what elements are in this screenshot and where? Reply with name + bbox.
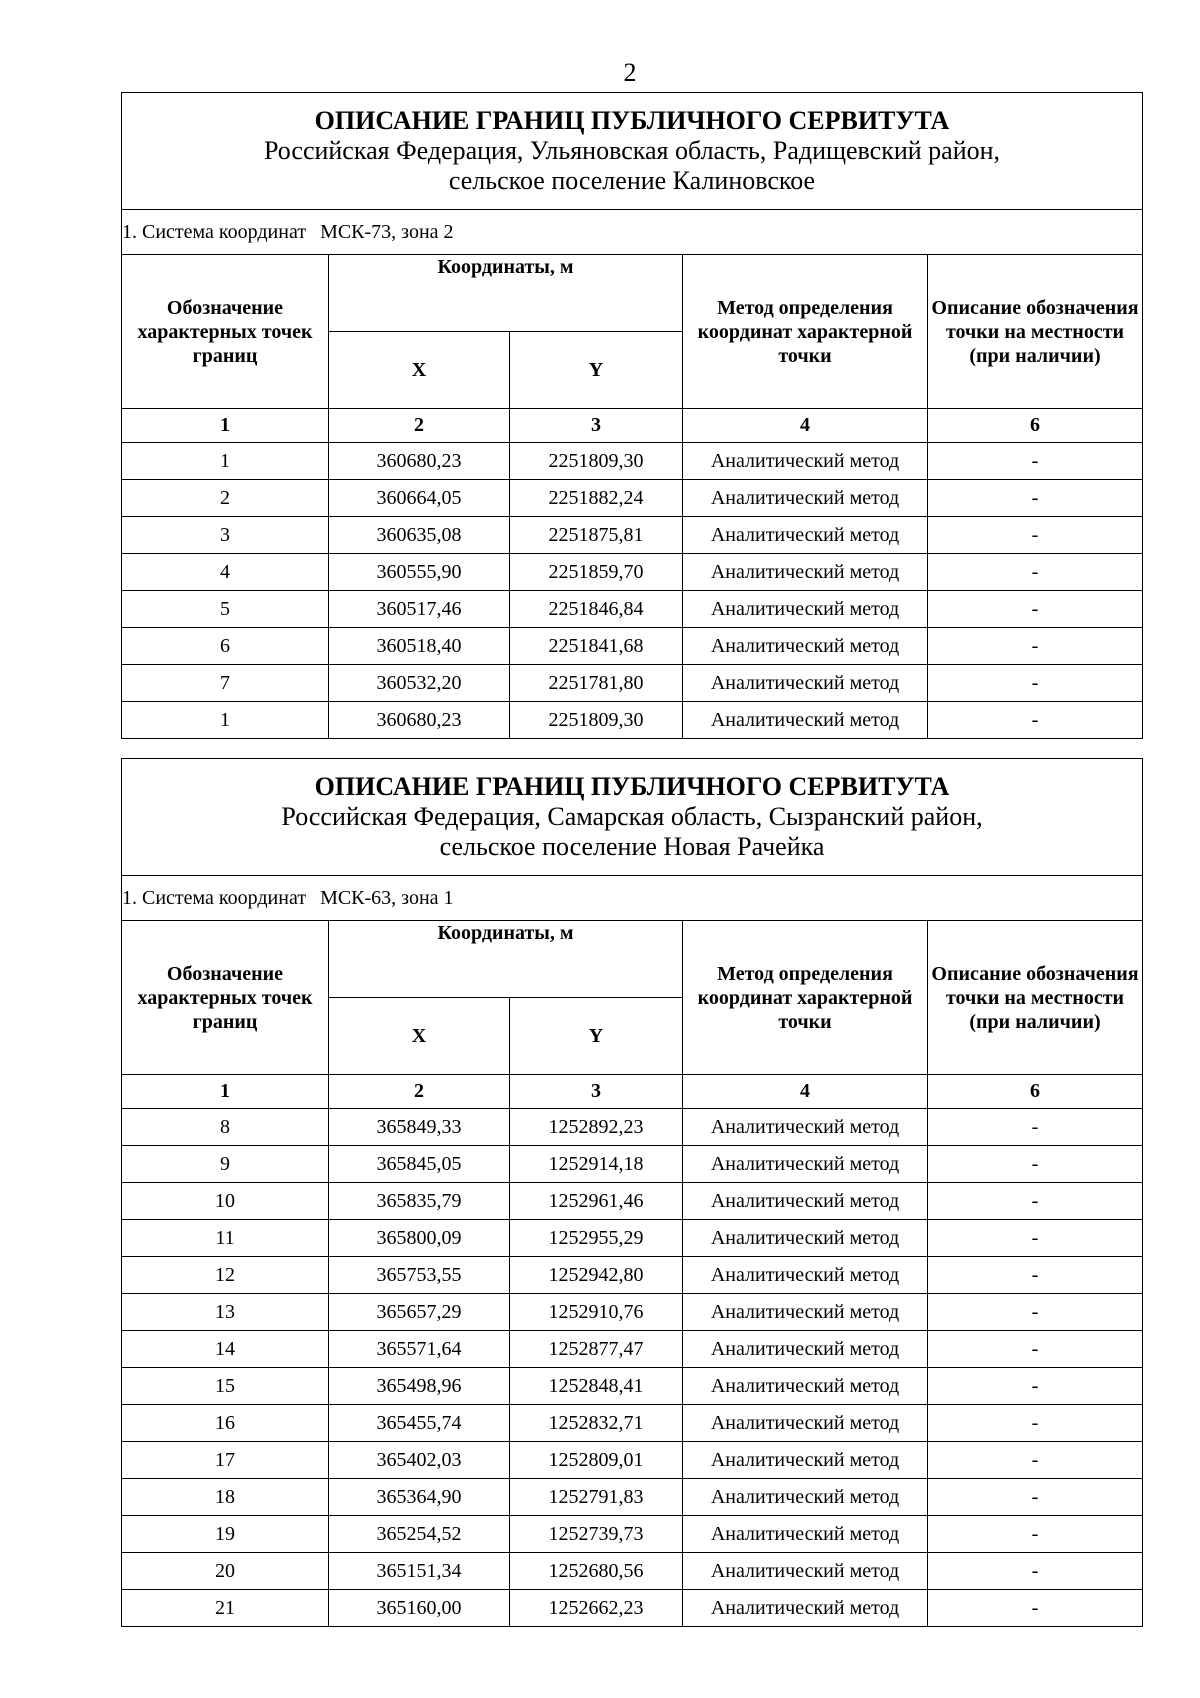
method-cell: Аналитический метод [683, 1331, 928, 1368]
x-coordinate-cell: 365571,64 [329, 1331, 510, 1368]
header-coordinates: Координаты, м [329, 921, 683, 998]
description-cell: - [928, 1294, 1143, 1331]
method-cell: Аналитический метод [683, 554, 928, 591]
column-number-row [122, 1075, 1143, 1109]
table-row [122, 591, 1143, 628]
table-row [122, 665, 1143, 702]
method-cell: Аналитический метод [683, 665, 928, 702]
y-coordinate-cell: 2251781,80 [510, 665, 683, 702]
point-cell: 13 [122, 1294, 329, 1331]
column-number: 3 [510, 409, 683, 443]
y-coordinate-cell: 2251809,30 [510, 702, 683, 739]
x-coordinate-cell: 365498,96 [329, 1368, 510, 1405]
table-title-block [122, 759, 1143, 876]
table-row [122, 1590, 1143, 1627]
header-point: Обозначение характерных точек границ [122, 921, 329, 1075]
y-coordinate-cell: 2251875,81 [510, 517, 683, 554]
method-cell: Аналитический метод [683, 1442, 928, 1479]
point-cell: 17 [122, 1442, 329, 1479]
y-coordinate-cell: 1252877,47 [510, 1331, 683, 1368]
point-cell: 5 [122, 591, 329, 628]
y-coordinate-cell: 2251882,24 [510, 480, 683, 517]
point-cell: 10 [122, 1183, 329, 1220]
table-row [122, 1516, 1143, 1553]
point-cell: 18 [122, 1479, 329, 1516]
table-row [122, 1553, 1143, 1590]
method-cell: Аналитический метод [683, 1220, 928, 1257]
coordinate-system-code: МСК-73, зона 2 [320, 220, 454, 243]
header-method: Метод определения координат характерной точки [683, 921, 928, 1075]
description-cell: - [928, 1553, 1143, 1590]
x-coordinate-cell: 365657,29 [329, 1294, 510, 1331]
table-row [122, 443, 1143, 480]
y-coordinate-cell: 1252955,29 [510, 1220, 683, 1257]
description-cell: - [928, 665, 1143, 702]
x-coordinate-cell: 365160,00 [329, 1590, 510, 1627]
x-coordinate-cell: 365455,74 [329, 1405, 510, 1442]
method-cell: Аналитический метод [683, 1405, 928, 1442]
description-cell: - [928, 1368, 1143, 1405]
description-cell: - [928, 1479, 1143, 1516]
y-coordinate-cell: 2251841,68 [510, 628, 683, 665]
point-cell: 15 [122, 1368, 329, 1405]
x-coordinate-cell: 360680,23 [329, 443, 510, 480]
point-cell: 12 [122, 1257, 329, 1294]
x-coordinate-cell: 365753,55 [329, 1257, 510, 1294]
point-cell: 8 [122, 1109, 329, 1146]
x-coordinate-cell: 360555,90 [329, 554, 510, 591]
y-coordinate-cell: 1252961,46 [510, 1183, 683, 1220]
servitude-block-samara [121, 758, 1142, 1627]
coordinate-system-label: 1. Система координат [122, 220, 307, 243]
table-row [122, 702, 1143, 739]
column-number: 4 [683, 409, 928, 443]
header-description: Описание обозначения точки на местности (при наличии) [928, 255, 1143, 409]
column-number: 2 [329, 409, 510, 443]
y-coordinate-cell: 1252848,41 [510, 1368, 683, 1405]
table-row [122, 1257, 1143, 1294]
method-cell: Аналитический метод [683, 1516, 928, 1553]
point-cell: 16 [122, 1405, 329, 1442]
method-cell: Аналитический метод [683, 517, 928, 554]
y-coordinate-cell: 1252914,18 [510, 1146, 683, 1183]
servitude-block-ulyanovsk [121, 92, 1142, 739]
column-number: 1 [122, 1075, 329, 1109]
point-cell: 19 [122, 1516, 329, 1553]
description-cell: - [928, 628, 1143, 665]
point-cell: 21 [122, 1590, 329, 1627]
table-row [122, 1294, 1143, 1331]
table-row [122, 1442, 1143, 1479]
column-number: 2 [329, 1075, 510, 1109]
header-x: X [329, 332, 510, 409]
point-cell: 14 [122, 1331, 329, 1368]
x-coordinate-cell: 365254,52 [329, 1516, 510, 1553]
x-coordinate-cell: 360532,20 [329, 665, 510, 702]
region-line-1: Российская Федерация, Ульяновская область, Радищевский район, [263, 136, 1001, 165]
region-line-1: Российская Федерация, Самарская область, Сызранский район, [281, 802, 983, 831]
y-coordinate-cell: 1252832,71 [510, 1405, 683, 1442]
coordinate-system-label: 1. Система координат [122, 886, 307, 909]
coordinate-system-row [122, 210, 1143, 255]
point-cell: 20 [122, 1553, 329, 1590]
coordinates-table [121, 92, 1143, 739]
region-line-2: сельское поселение Калиновское [448, 166, 816, 195]
coordinate-system-row [122, 876, 1143, 921]
description-cell: - [928, 1109, 1143, 1146]
description-cell: - [928, 1220, 1143, 1257]
method-cell: Аналитический метод [683, 1257, 928, 1294]
y-coordinate-cell: 2251809,30 [510, 443, 683, 480]
description-cell: - [928, 1405, 1143, 1442]
description-cell: - [928, 480, 1143, 517]
x-coordinate-cell: 360517,46 [329, 591, 510, 628]
point-cell: 6 [122, 628, 329, 665]
region-line-2: сельское поселение Новая Рачейка [439, 832, 825, 861]
x-coordinate-cell: 365364,90 [329, 1479, 510, 1516]
method-cell: Аналитический метод [683, 1294, 928, 1331]
method-cell: Аналитический метод [683, 1146, 928, 1183]
x-coordinate-cell: 360680,23 [329, 702, 510, 739]
point-cell: 11 [122, 1220, 329, 1257]
point-cell: 9 [122, 1146, 329, 1183]
table-row [122, 628, 1143, 665]
table-title-block [122, 93, 1143, 210]
table-row [122, 554, 1143, 591]
table-row [122, 1146, 1143, 1183]
method-cell: Аналитический метод [683, 1368, 928, 1405]
header-y: Y [510, 998, 683, 1075]
y-coordinate-cell: 1252892,23 [510, 1109, 683, 1146]
description-cell: - [928, 1442, 1143, 1479]
y-coordinate-cell: 1252739,73 [510, 1516, 683, 1553]
x-coordinate-cell: 365845,05 [329, 1146, 510, 1183]
table-row [122, 1109, 1143, 1146]
x-coordinate-cell: 365151,34 [329, 1553, 510, 1590]
method-cell: Аналитический метод [683, 591, 928, 628]
table-row [122, 1479, 1143, 1516]
table-row [122, 1183, 1143, 1220]
y-coordinate-cell: 2251859,70 [510, 554, 683, 591]
page-number: 2 [623, 58, 637, 87]
y-coordinate-cell: 2251846,84 [510, 591, 683, 628]
column-number-row [122, 409, 1143, 443]
coordinates-table [121, 758, 1143, 1627]
header-description: Описание обозначения точки на местности (при наличии) [928, 921, 1143, 1075]
document-title: ОПИСАНИЕ ГРАНИЦ ПУБЛИЧНОГО СЕРВИТУТА [314, 106, 950, 135]
table-row [122, 1220, 1143, 1257]
method-cell: Аналитический метод [683, 1590, 928, 1627]
method-cell: Аналитический метод [683, 1479, 928, 1516]
column-number: 3 [510, 1075, 683, 1109]
y-coordinate-cell: 1252910,76 [510, 1294, 683, 1331]
method-cell: Аналитический метод [683, 1553, 928, 1590]
table-row [122, 1368, 1143, 1405]
header-point: Обозначение характерных точек границ [122, 255, 329, 409]
method-cell: Аналитический метод [683, 480, 928, 517]
column-number: 6 [928, 409, 1143, 443]
point-cell: 4 [122, 554, 329, 591]
method-cell: Аналитический метод [683, 702, 928, 739]
table-row [122, 517, 1143, 554]
column-number: 6 [928, 1075, 1143, 1109]
description-cell: - [928, 1146, 1143, 1183]
point-cell: 1 [122, 702, 329, 739]
description-cell: - [928, 517, 1143, 554]
table-row [122, 1331, 1143, 1368]
method-cell: Аналитический метод [683, 443, 928, 480]
method-cell: Аналитический метод [683, 628, 928, 665]
x-coordinate-cell: 360518,40 [329, 628, 510, 665]
document-title: ОПИСАНИЕ ГРАНИЦ ПУБЛИЧНОГО СЕРВИТУТА [314, 772, 950, 801]
x-coordinate-cell: 365402,03 [329, 1442, 510, 1479]
y-coordinate-cell: 1252809,01 [510, 1442, 683, 1479]
coordinate-system-code: МСК-63, зона 1 [320, 886, 454, 909]
y-coordinate-cell: 1252662,23 [510, 1590, 683, 1627]
method-cell: Аналитический метод [683, 1183, 928, 1220]
x-coordinate-cell: 360635,08 [329, 517, 510, 554]
description-cell: - [928, 1257, 1143, 1294]
description-cell: - [928, 1183, 1143, 1220]
column-number: 4 [683, 1075, 928, 1109]
header-coordinates: Координаты, м [329, 255, 683, 332]
point-cell: 7 [122, 665, 329, 702]
y-coordinate-cell: 1252791,83 [510, 1479, 683, 1516]
header-x: X [329, 998, 510, 1075]
description-cell: - [928, 1331, 1143, 1368]
y-coordinate-cell: 1252680,56 [510, 1553, 683, 1590]
point-cell: 3 [122, 517, 329, 554]
x-coordinate-cell: 365835,79 [329, 1183, 510, 1220]
description-cell: - [928, 443, 1143, 480]
table-row [122, 480, 1143, 517]
x-coordinate-cell: 365849,33 [329, 1109, 510, 1146]
header-y: Y [510, 332, 683, 409]
point-cell: 1 [122, 443, 329, 480]
y-coordinate-cell: 1252942,80 [510, 1257, 683, 1294]
header-method: Метод определения координат характерной точки [683, 255, 928, 409]
x-coordinate-cell: 360664,05 [329, 480, 510, 517]
description-cell: - [928, 591, 1143, 628]
table-row [122, 1405, 1143, 1442]
method-cell: Аналитический метод [683, 1109, 928, 1146]
column-number: 1 [122, 409, 329, 443]
description-cell: - [928, 1590, 1143, 1627]
description-cell: - [928, 702, 1143, 739]
point-cell: 2 [122, 480, 329, 517]
description-cell: - [928, 1516, 1143, 1553]
description-cell: - [928, 554, 1143, 591]
x-coordinate-cell: 365800,09 [329, 1220, 510, 1257]
